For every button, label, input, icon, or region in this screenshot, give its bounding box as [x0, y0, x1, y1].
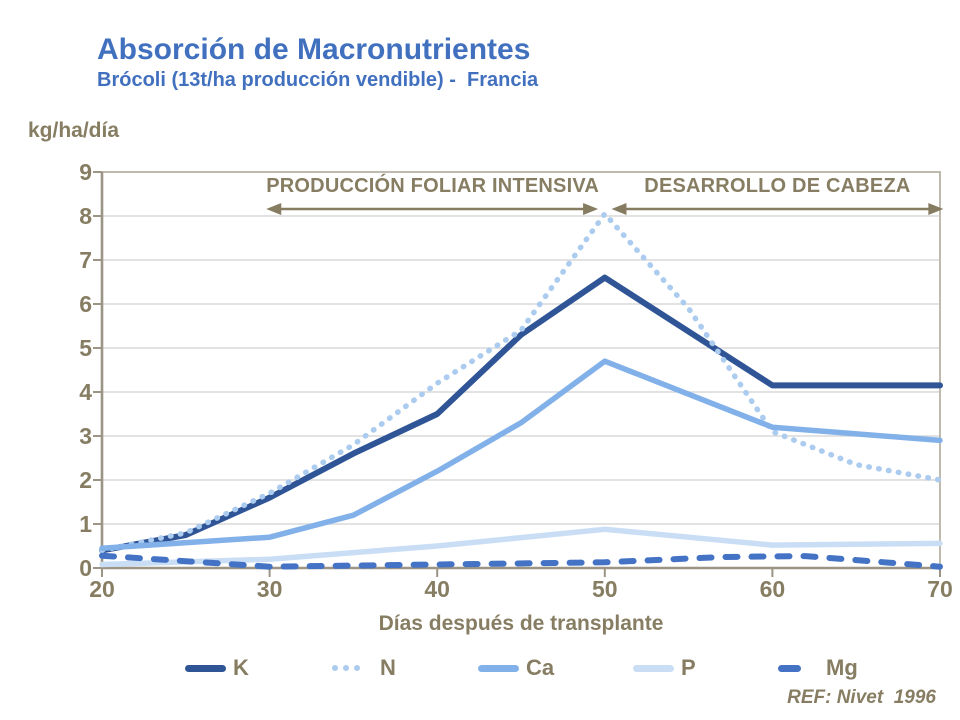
- x-tick-label-20: 20: [89, 576, 115, 602]
- series-line-N: [102, 214, 940, 551]
- phase-arrowhead-left-1: [266, 203, 281, 215]
- legend-marker-K-line-icon: [185, 665, 229, 672]
- y-tick-label-7: 7: [79, 247, 92, 273]
- chart-title: Absorción de Macronutrientes: [97, 33, 531, 66]
- y-tick-label-2: 2: [79, 467, 92, 493]
- phase-arrowhead-right-1: [583, 203, 598, 215]
- legend-item-Mg: [778, 653, 858, 683]
- legend-label-Mg: Mg: [826, 655, 858, 680]
- legend-marker-N-dotted-icon: [332, 665, 376, 671]
- x-tick-label-40: 40: [424, 576, 450, 602]
- legend-item-N: [332, 653, 396, 683]
- y-tick-label-4: 4: [79, 379, 92, 405]
- legend-item-P: [633, 653, 696, 683]
- legend-dot: [332, 665, 338, 671]
- legend-item-Ca: [478, 653, 554, 683]
- legend-label-P: P: [681, 655, 696, 680]
- y-tick-label-6: 6: [79, 291, 92, 317]
- y-tick-label-3: 3: [79, 423, 92, 449]
- x-tick-label-30: 30: [256, 576, 283, 602]
- x-tick-label-70: 70: [927, 576, 953, 602]
- chart-subtitle: Brócoli (13t/ha producción vendible) - Francia: [97, 69, 539, 91]
- legend-dot: [343, 665, 349, 671]
- y-tick-label-9: 9: [79, 159, 92, 185]
- reference-note: REF: Nivet 1996: [787, 687, 936, 708]
- legend-label-K: K: [233, 655, 249, 680]
- phase-arrowhead-left-2: [612, 203, 627, 215]
- x-axis-title: Días después de transplante: [378, 612, 664, 635]
- axis-lines: [102, 172, 940, 568]
- legend-bar: [185, 665, 226, 672]
- legend-label-N: N: [380, 655, 396, 680]
- phase-label-1: PRODUCCIÓN FOLIAR INTENSIVA: [266, 175, 600, 197]
- y-tick-label-5: 5: [79, 335, 92, 361]
- legend-label-Ca: Ca: [526, 655, 555, 680]
- legend-marker-Mg-dash-icon: [778, 665, 822, 672]
- legend-bar: [478, 665, 519, 672]
- phase-label-2: DESARROLLO DE CABEZA: [644, 175, 911, 197]
- legend-dot: [354, 665, 360, 671]
- x-tick-label-60: 60: [759, 576, 786, 602]
- legend-bar: [633, 665, 674, 672]
- y-axis-unit-label: kg/ha/día: [28, 119, 120, 142]
- plot-border: [102, 172, 940, 568]
- y-tick-label-1: 1: [79, 511, 92, 537]
- legend-marker-Ca-line-icon: [478, 665, 522, 672]
- y-tick-label-8: 8: [79, 203, 92, 229]
- legend-marker-P-line-icon: [633, 665, 677, 672]
- series-line-K: [102, 278, 940, 551]
- series-line-Ca: [102, 361, 940, 548]
- phase-arrowhead-right-2: [928, 203, 943, 215]
- legend-bar: [778, 665, 801, 672]
- x-tick-label-50: 50: [592, 576, 618, 602]
- y-tick-label-0: 0: [79, 555, 92, 581]
- legend-item-K: [185, 653, 249, 683]
